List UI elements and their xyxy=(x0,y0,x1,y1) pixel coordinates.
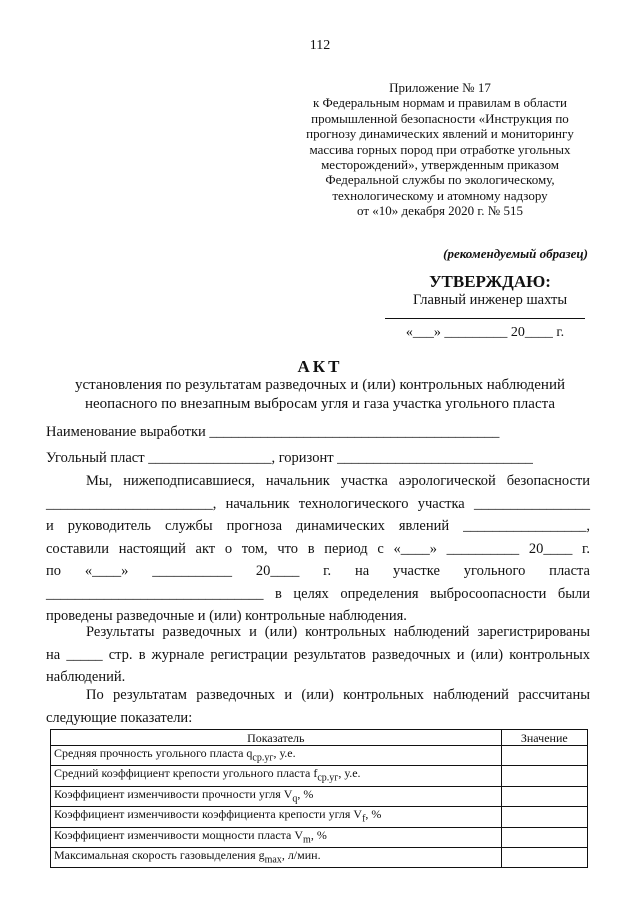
indicator-unit: , у.е. xyxy=(338,766,361,781)
appendix-line: массива горных пород при отработке угольных xyxy=(309,141,571,157)
paragraph-line: ______________________________ в целях определения выбросоопасности были xyxy=(46,585,590,602)
table-row xyxy=(51,746,588,766)
appendix-line: Приложение № 17 xyxy=(389,80,491,95)
sample-note: (рекомендуемый образец) xyxy=(443,246,588,261)
appendix-line: технологическому и атомному надзору xyxy=(332,187,548,203)
approval-title: УТВЕРЖДАЮ: xyxy=(429,272,551,291)
paragraph-line: по «____» ___________ 20____ г. на участке угольного пласта xyxy=(46,563,590,579)
act-subtitle-line: неопасного по внезапным выбросам угля и газа участка угольного пласта xyxy=(85,395,555,412)
paragraph-line: Мы, нижеподписавшиеся, начальник участка аэрологической безопасности xyxy=(86,473,590,489)
indicator-subscript: m xyxy=(303,833,311,845)
paragraph-participants xyxy=(46,470,590,628)
act-title: АКТ xyxy=(297,357,343,376)
appendix-line: от «10» декабря 2020 г. № 515 xyxy=(357,203,523,219)
value-cell[interactable] xyxy=(501,827,587,847)
paragraph-line: наблюдений. xyxy=(46,669,126,685)
table-header-row xyxy=(51,730,588,746)
indicator-subscript: q xyxy=(292,793,298,805)
indicator-unit: , % xyxy=(310,827,327,842)
appendix-line: прогнозу динамических явлений и мониторингу xyxy=(306,126,574,142)
appendix-block xyxy=(300,80,580,219)
indicator-subscript: max xyxy=(264,854,282,866)
paragraph-indicators xyxy=(46,684,590,729)
signature-line xyxy=(385,318,585,319)
appendix-line: Федеральной службы по экологическому, xyxy=(325,172,555,188)
working-name-field: Наименование выработки ________________________________________ xyxy=(46,424,500,440)
act-subtitle-line: установления по результатам разведочных и (или) контрольных наблюдений xyxy=(74,377,566,393)
indicator-subscript: ср.уг xyxy=(317,772,339,784)
indicator-cell xyxy=(51,746,502,766)
indicator-cell xyxy=(51,827,502,847)
value-cell[interactable] xyxy=(501,746,587,766)
seam-horizon-field: Угольный пласт _________________, горизонт ___________________________ xyxy=(46,450,533,466)
indicator-text: Коэффициент изменчивости мощности пласта V xyxy=(54,827,304,842)
paragraph-line: проведены разведочные и (или) контрольные наблюдения. xyxy=(46,608,407,624)
indicator-cell xyxy=(51,786,502,806)
paragraph-results xyxy=(46,621,590,689)
indicator-subscript: f xyxy=(362,813,366,825)
approval-date: «___» _________ 20____ г. xyxy=(405,325,565,340)
indicator-text: Средний коэффициент крепости угольного пласта f xyxy=(54,766,318,781)
paragraph-line: Результаты разведочных и (или) контрольных наблюдений зарегистрированы xyxy=(86,624,590,640)
appendix-line: месторождений», утвержденным приказом xyxy=(321,157,559,173)
indicator-unit: , % xyxy=(365,807,382,822)
value-cell[interactable] xyxy=(501,807,587,827)
indicator-text: Коэффициент изменчивости коэффициента крепости угля V xyxy=(54,807,363,822)
indicator-subscript: ср.уг xyxy=(252,752,274,764)
header-indicator: Показатель xyxy=(51,730,502,746)
indicator-cell xyxy=(51,807,502,827)
value-cell[interactable] xyxy=(501,847,587,867)
indicator-unit: , л/мин. xyxy=(281,847,321,862)
value-cell[interactable] xyxy=(501,766,587,786)
value-cell[interactable] xyxy=(501,786,587,806)
table-row xyxy=(51,766,588,786)
paragraph-line: и руководитель службы прогноза динамических явлений _________________, xyxy=(46,518,590,534)
indicator-text: Средняя прочность угольного пласта q xyxy=(54,746,253,760)
paragraph-line: _______________________, начальник технологического участка ________________ xyxy=(46,495,590,512)
paragraph-line: составили настоящий акт о том, что в период с «____» __________ 20____ г. xyxy=(46,540,590,557)
table-row xyxy=(51,827,588,847)
indicator-cell xyxy=(51,766,502,786)
indicator-cell xyxy=(51,847,502,867)
table-row xyxy=(51,847,588,867)
page-number: 112 xyxy=(309,38,331,53)
appendix-line: промышленной безопасности «Инструкция по xyxy=(311,110,569,126)
indicator-unit: , у.е. xyxy=(273,746,296,760)
paragraph-line: на _____ стр. в журнале регистрации результатов разведочных и (или) контрольных xyxy=(46,646,590,663)
indicators-table xyxy=(50,729,588,868)
act-subtitle xyxy=(40,376,600,413)
approval-position: Главный инженер шахты xyxy=(412,292,568,308)
indicator-text: Максимальная скорость газовыделения g xyxy=(54,847,265,862)
indicator-text: Коэффициент изменчивости прочности угля V xyxy=(54,786,293,801)
paragraph-line: По результатам разведочных и (или) контрольных наблюдений рассчитаны xyxy=(86,687,590,703)
header-value: Значение xyxy=(501,730,587,746)
appendix-line: к Федеральным нормам и правилам в области xyxy=(312,95,568,111)
table-row xyxy=(51,786,588,806)
paragraph-line: следующие показатели: xyxy=(46,709,193,726)
table-row xyxy=(51,807,588,827)
indicator-unit: , % xyxy=(297,786,314,801)
